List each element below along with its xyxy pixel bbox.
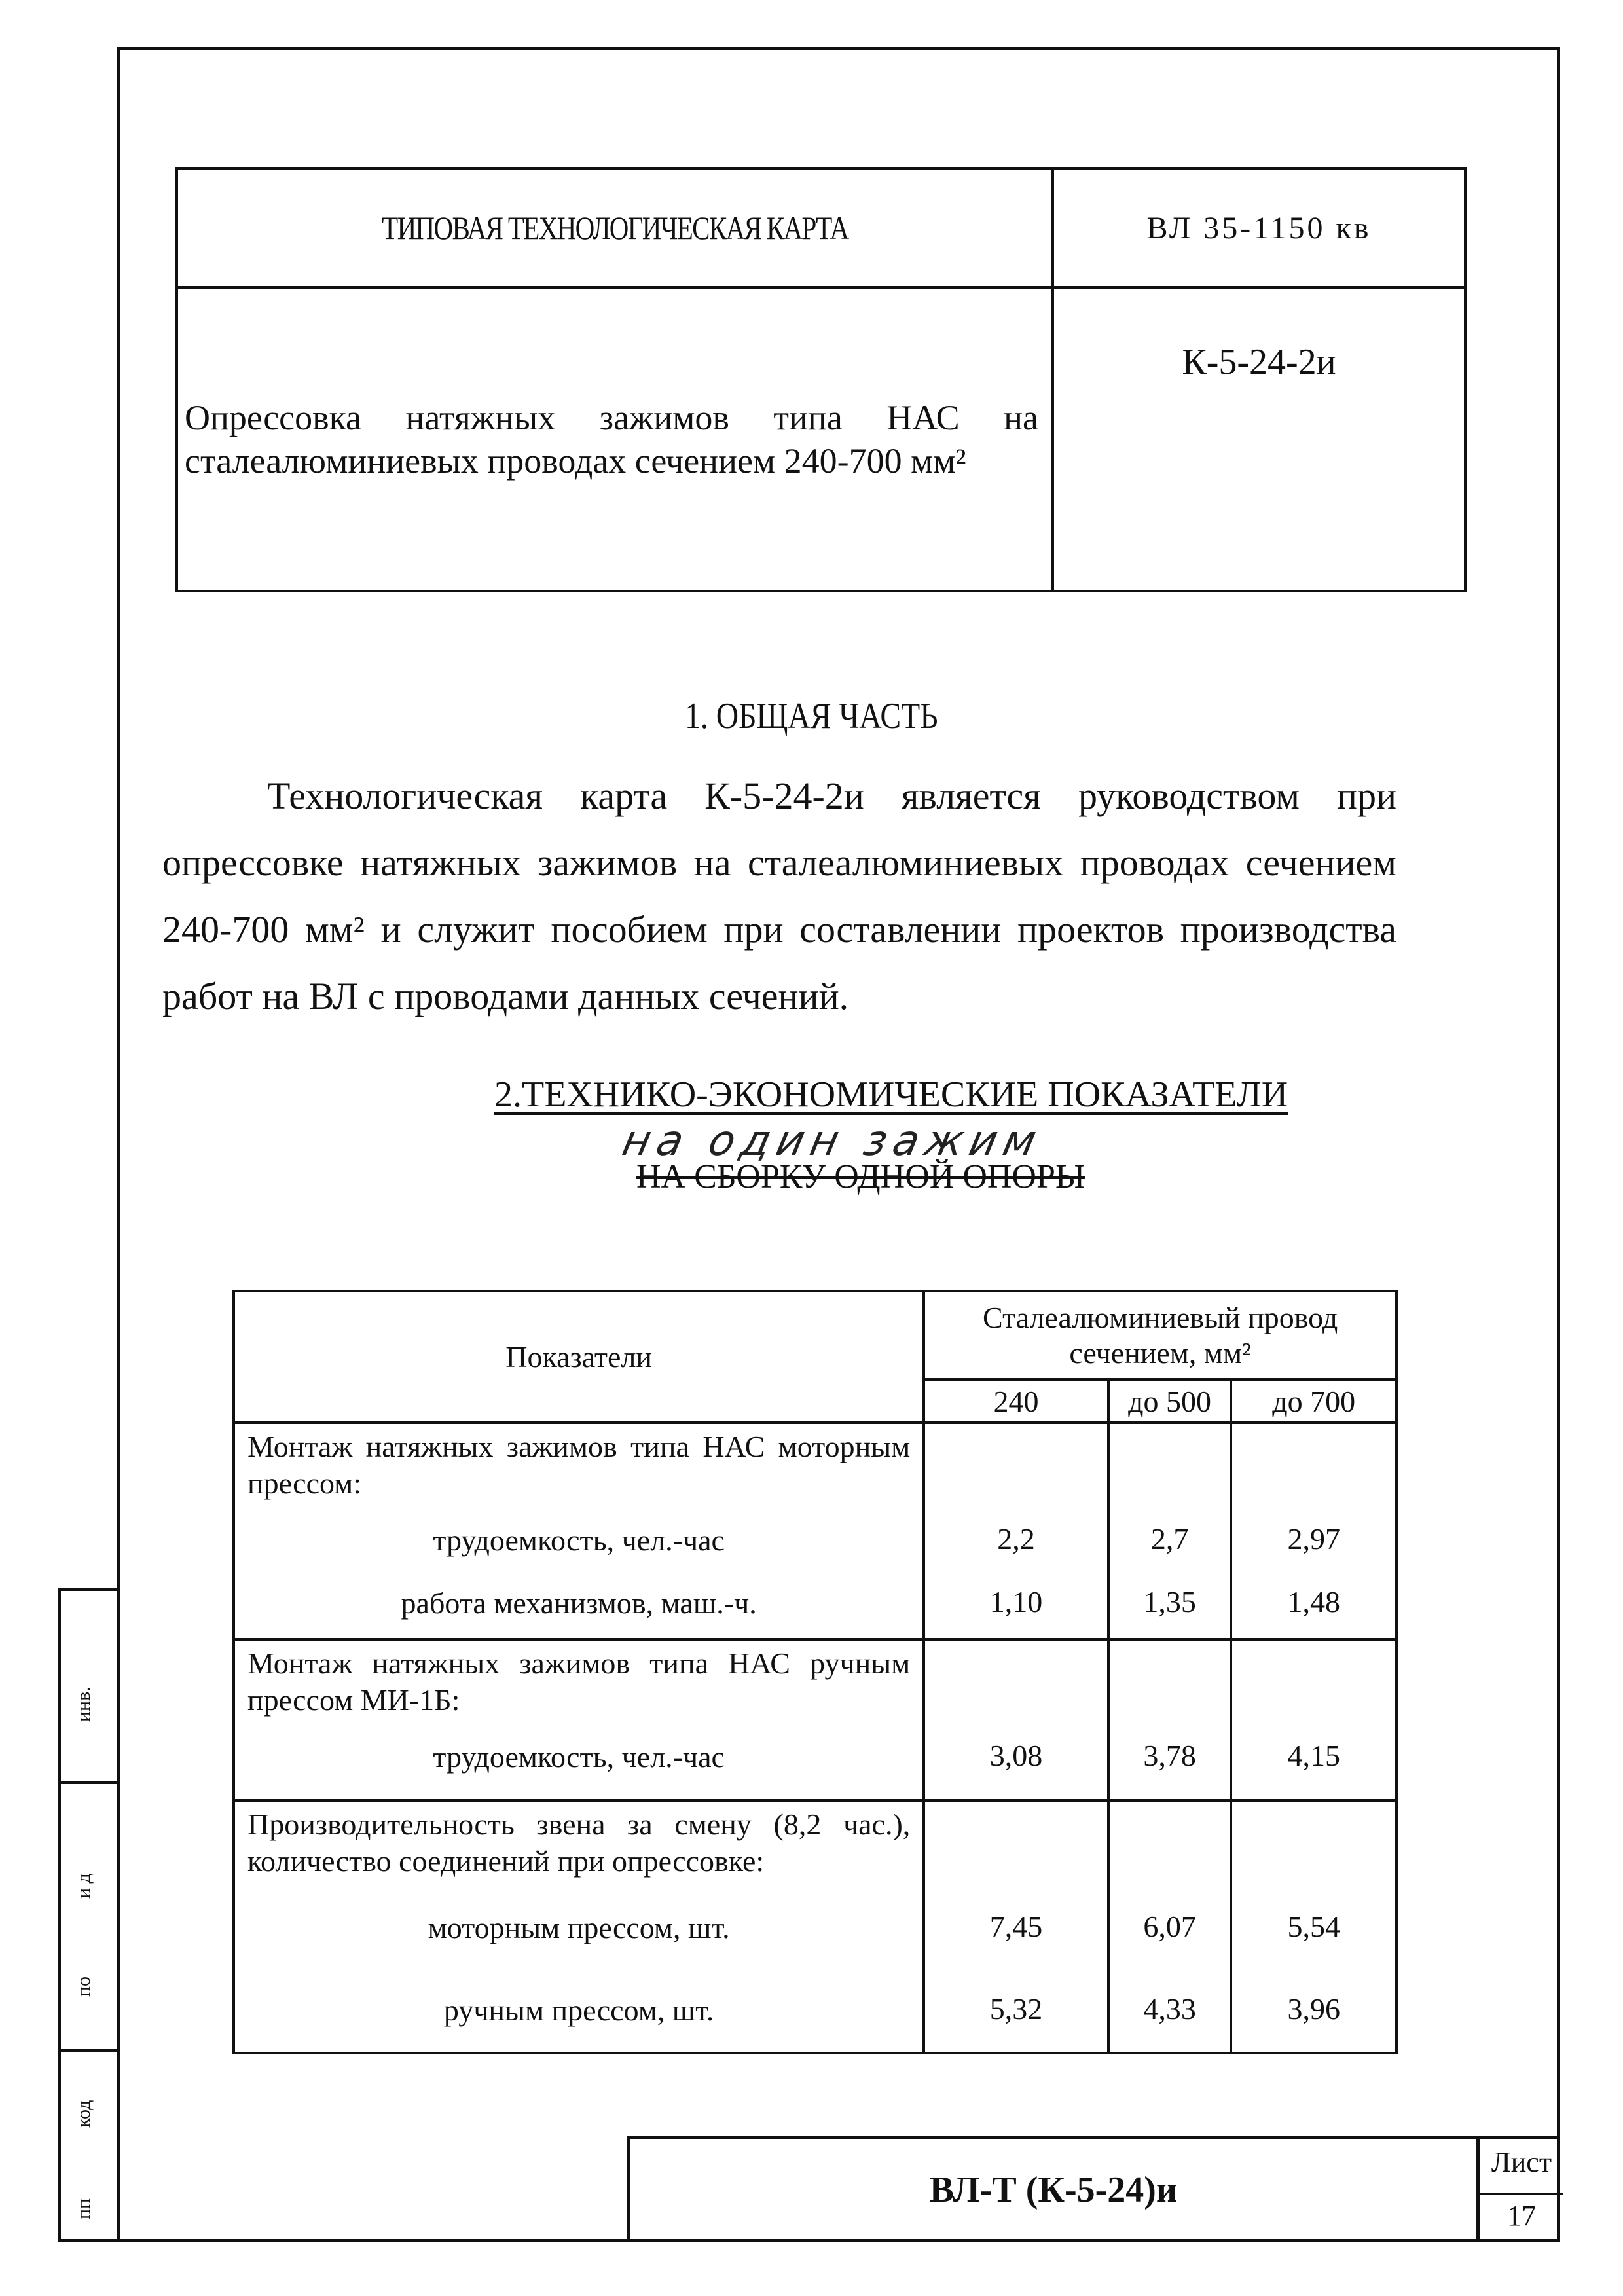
- section1-title: 1. ОБЩАЯ ЧАСТЬ: [685, 696, 938, 737]
- cell-value: 5,32: [989, 1992, 1043, 2026]
- cell-value: 5,54: [1287, 1909, 1340, 1943]
- table-group-manual: [234, 1639, 1396, 1800]
- side-label-pp: пп: [73, 2198, 94, 2219]
- cell-value: 1,35: [1143, 1584, 1196, 1618]
- table-group-productivity: [234, 1800, 1396, 2053]
- side-label-kod: код: [73, 2100, 94, 2128]
- row-label: работа механизмов, маш.-ч.: [401, 1586, 757, 1620]
- card-subject-line1: Опрессовка натяжных зажимов типа НАС на: [185, 398, 1038, 437]
- row-label: трудоемкость, чел.-час: [433, 1740, 725, 1774]
- cell-value: 3,78: [1143, 1738, 1196, 1772]
- cell-value: 2,2: [997, 1522, 1035, 1556]
- voltage-range: ВЛ 35-1150 кв: [1053, 168, 1465, 287]
- group-title: Производительность звена за смену (8,2 час.), количество соединений при опрессовке:: [247, 1808, 911, 1878]
- side-stamp-strip: [58, 1588, 118, 2242]
- table-group-motor: [234, 1423, 1396, 1639]
- side-label-id: и д: [73, 1873, 94, 1899]
- cell-value: 7,45: [989, 1909, 1043, 1943]
- side-label-inv: инв.: [73, 1686, 94, 1722]
- doc-type: ТИПОВАЯ ТЕХНОЛОГИЧЕСКАЯ КАРТА: [381, 210, 848, 246]
- cell-value: 1,10: [989, 1584, 1043, 1618]
- size-header-240: 240: [924, 1379, 1108, 1423]
- cell-value: 6,07: [1143, 1909, 1196, 1943]
- cell-value: 4,15: [1287, 1738, 1340, 1772]
- struck-subtitle: НА СБОРКУ ОДНОЙ ОПОРЫ: [636, 1158, 1085, 1195]
- group-title: Монтаж натяжных зажимов типа НАС моторным прессом:: [247, 1430, 911, 1500]
- section2-title: 2.ТЕХНИКО-ЭКОНОМИЧЕСКИЕ ПОКАЗАТЕЛИ: [494, 1074, 1288, 1115]
- sheet-label: Лист: [1491, 2146, 1552, 2178]
- side-label-po: по: [73, 1976, 94, 1997]
- sheet-number: 17: [1480, 2193, 1563, 2232]
- col-indicators-header: Показатели: [234, 1291, 924, 1423]
- size-header-500: до 500: [1108, 1379, 1231, 1423]
- doc-code: ВЛ-Т (К-5-24)и: [929, 2170, 1178, 2210]
- header-table: [175, 167, 1467, 592]
- card-subject-line2: сталеалюминиевых проводах сечением 240-700 мм²: [185, 441, 966, 481]
- col-group-header: Сталеалюминиевый провод сечением, мм²: [924, 1291, 1396, 1379]
- handwritten-note: на один зажим: [618, 1117, 1048, 1165]
- cell-value: 1,48: [1287, 1584, 1340, 1618]
- cell-value: 3,96: [1287, 1992, 1340, 2026]
- card-code: К-5-24-2и: [1053, 287, 1465, 591]
- sheet-box: [1476, 2139, 1563, 2242]
- title-block: [627, 2136, 1560, 2242]
- cell-value: 3,08: [989, 1738, 1043, 1772]
- cell-value: 2,97: [1287, 1522, 1340, 1556]
- section1-text: Технологическая карта К-5-24-2и является руководством при опрессовке натяжных зажимов на сталеалюминиевых проводах сечением 240-700 мм² и служит пособием при составлении проектов производства работ на ВЛ с проводами данных сечений.: [162, 774, 1396, 1017]
- cell-value: 4,33: [1143, 1992, 1196, 2026]
- row-label: трудоемкость, чел.-час: [433, 1523, 725, 1557]
- card-subject: [177, 287, 1053, 591]
- group-title: Монтаж натяжных зажимов типа НАС ручным прессом МИ-1Б:: [247, 1647, 911, 1717]
- size-header-700: до 700: [1231, 1379, 1396, 1423]
- indicators-table: [232, 1290, 1398, 2054]
- row-label: ручным прессом, шт.: [443, 1993, 714, 2027]
- cell-value: 2,7: [1150, 1522, 1189, 1556]
- row-label: моторным прессом, шт.: [428, 1910, 730, 1944]
